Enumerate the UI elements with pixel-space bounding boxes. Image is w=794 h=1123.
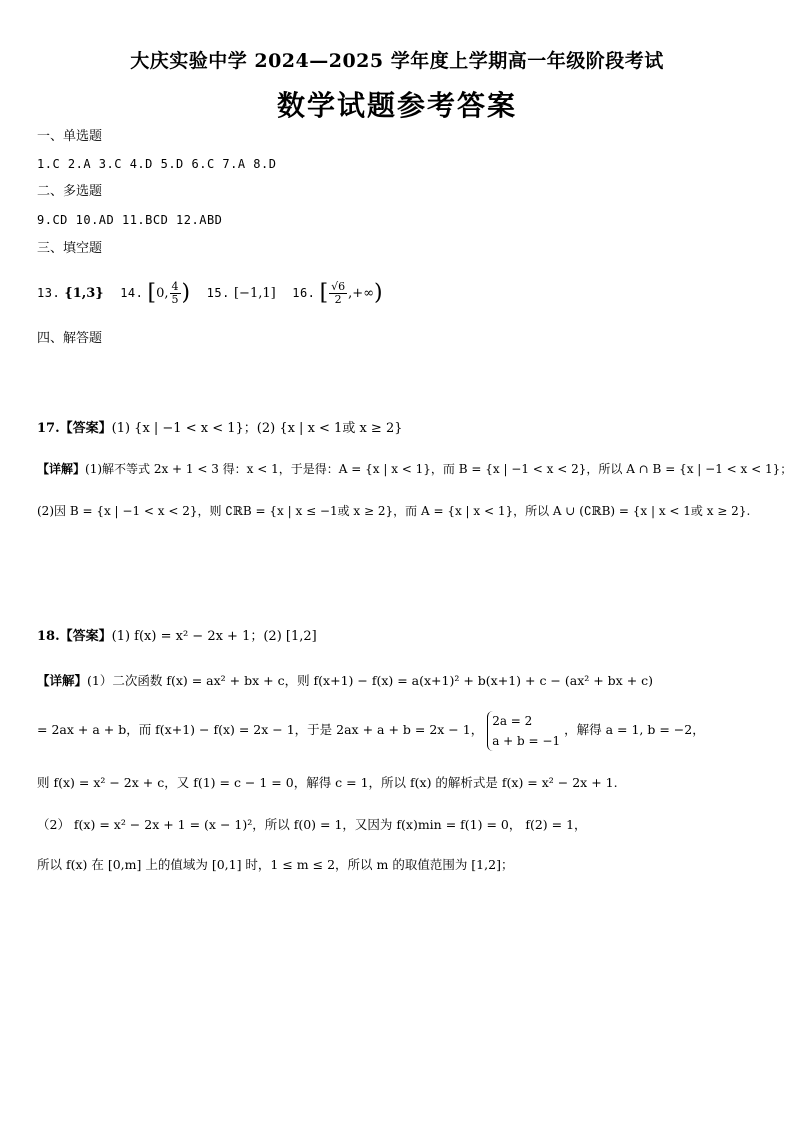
q18-detail-line2: [37, 710, 705, 751]
q13-label: 13.: [37, 286, 61, 300]
q18-answer-line: [37, 628, 317, 646]
exam-title: 大庆实验中学 2024—2025 学年度上学期高一年级阶段考试: [130, 50, 664, 72]
q17-detail-text1: (1)解不等式 2x + 1 < 3 得：x < 1，于是得：A = {x | x < 1}，而 B = {x | −1 < x < 2}，所以 A ∩ B = {x | −1 < x < 1}；: [85, 462, 793, 476]
q15-answer: [−1,1]: [233, 286, 276, 301]
q17-answer-line: [37, 420, 403, 438]
q17-detail-label: 【详解】: [37, 462, 86, 476]
q18-detail-line3: 则 f(x) = x² − 2x + c，又 f(1) = c − 1 = 0，解得 c = 1，所以 f(x) 的解析式是 f(x) = x² − 2x + 1.: [37, 775, 618, 790]
q16-denominator: 2: [334, 293, 342, 306]
q18-detail-line4: （2） f(x) = x² − 2x + 1 = (x − 1)²，所以 f(0) = 1，又因为 f(x)min = f(1) = 0， f(2) = 1，: [37, 817, 587, 832]
q16-numerator: √6: [331, 280, 346, 293]
single-choice-answers: 1.C 2.A 3.C 4.D 5.D 6.C 7.A 8.D: [37, 157, 277, 171]
fill-blank-answers: [37, 278, 383, 309]
q17-answer-label: 17.【答案】: [37, 421, 112, 436]
q15-label: 15.: [206, 286, 230, 300]
q17-detail-line1: [37, 460, 792, 478]
q18-answer-text: (1) f(x) = x² − 2x + 1；(2) [1,2]: [111, 629, 317, 644]
q14-open-bracket: [: [147, 280, 157, 306]
q18-detail-label: 【详解】: [37, 673, 88, 688]
section-solutions-heading: 四、解答题: [37, 331, 103, 346]
multi-choice-answers: 9.CD 10.AD 11.BCD 12.ABD: [37, 213, 223, 227]
q13-answer: {1,3}: [64, 286, 104, 301]
q16-right-value: ,+∞: [348, 286, 375, 301]
q17-detail-line2: (2)因 B = {x | −1 < x < 2}，则 ∁ℝB = {x | x ≤ −1或 x ≥ 2}，而 A = {x | x < 1}，所以 A ∪ (∁ℝB) = {x | x < 1或 x ≥ 2}.: [37, 504, 751, 518]
q16-fraction: [329, 281, 347, 306]
q18-detail-text2-pre: = 2ax + a + b，而 f(x+1) − f(x) = 2x − 1，于是 2ax + a + b = 2x − 1，: [37, 722, 484, 737]
q18-detail-text2-post: ，解得 a = 1, b = −2，: [564, 722, 705, 737]
section-fill-blank-heading: 三、填空题: [37, 241, 103, 256]
section-multi-choice-heading: 二、多选题: [37, 184, 103, 199]
q16-open-bracket: [: [319, 280, 329, 306]
q17-answer-text: (1) {x | −1 < x < 1}；(2) {x | x < 1或 x ≥ 2}: [111, 421, 403, 436]
q14-label: 14.: [120, 286, 144, 300]
q14-left-value: 0,: [156, 286, 169, 301]
q18-detail-line5: 所以 f(x) 在 [0,m] 上的值域为 [0,1] 时，1 ≤ m ≤ 2，所以 m 的取值范围为 [1,2]；: [37, 857, 514, 872]
q16-close-bracket: ): [374, 280, 383, 306]
answer-key-title: 数学试题参考答案: [276, 89, 517, 122]
q14-fraction: [170, 281, 181, 306]
q18-equation-system: [487, 711, 560, 751]
q18-system-eq1: 2a = 2: [492, 713, 533, 728]
q14-denominator: 5: [171, 293, 179, 306]
q14-numerator: 4: [171, 280, 179, 293]
q18-system-eq2: a + b = −1: [492, 733, 561, 748]
q18-answer-label: 18.【答案】: [37, 629, 112, 644]
q16-label: 16.: [292, 286, 316, 300]
q14-close-bracket: ): [181, 280, 191, 306]
q18-detail-line1: [37, 672, 653, 690]
q18-detail-text1: (1）二次函数 f(x) = ax² + bx + c，则 f(x+1) − f(x) = a(x+1)² + b(x+1) + c − (ax² + bx + c): [87, 673, 654, 688]
section-single-choice-heading: 一、单选题: [37, 129, 103, 144]
